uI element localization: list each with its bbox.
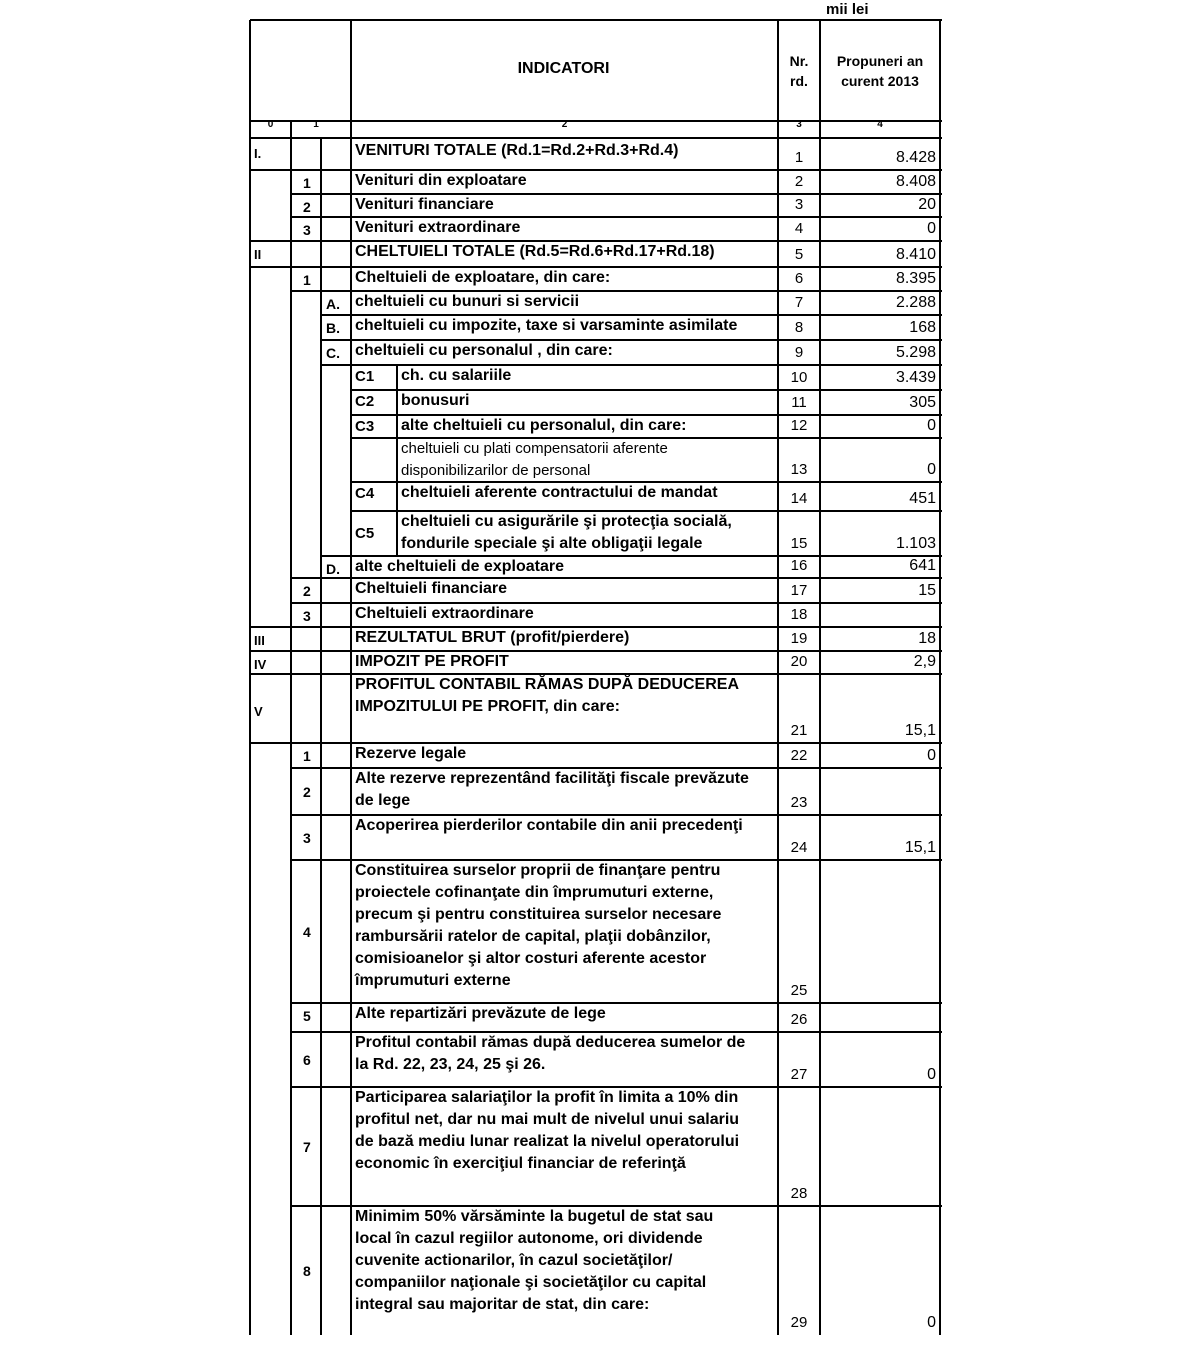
row-number: 11 xyxy=(791,394,807,411)
grid-line xyxy=(250,19,942,21)
proposal-value: 8.395 xyxy=(895,270,936,287)
indicator-text: cheltuieli cu asigurările şi protecţia socială, xyxy=(401,513,732,530)
row-number: 6 xyxy=(794,270,804,287)
row-number: 21 xyxy=(790,722,808,739)
item-letter: D. xyxy=(326,561,340,577)
proposal-value: 15,1 xyxy=(904,839,936,856)
item-number: 1 xyxy=(303,748,311,764)
grid-line xyxy=(290,121,292,1335)
row-number: 16 xyxy=(790,557,808,574)
item-number: 8 xyxy=(303,1262,311,1279)
proposal-value: 1.103 xyxy=(895,535,936,552)
roman-numeral: II xyxy=(254,247,262,262)
indicator-text: profitul net, dar nu mai mult de nivelul unui salariu xyxy=(355,1111,740,1128)
roman-numeral: IV xyxy=(254,657,267,672)
indicator-text: cheltuieli aferente contractului de mandat xyxy=(401,484,718,501)
proposal-value: 0 xyxy=(927,417,936,434)
indicator-text: proiectele cofinanţate din împrumuturi externe, xyxy=(355,884,714,901)
row-number: 5 xyxy=(794,246,804,263)
indicator-text: Cheltuieli de exploatare, din care: xyxy=(355,269,611,286)
column-number: 4 xyxy=(877,119,883,130)
indicator-text: fondurile speciale şi alte obligaţii legale xyxy=(401,535,703,552)
proposal-value: 3.439 xyxy=(895,369,936,386)
header-propuneri: Propuneri an xyxy=(836,53,924,69)
item-letter: C. xyxy=(326,345,340,361)
indicator-text: alte cheltuieli de exploatare xyxy=(355,558,564,575)
row-number: 28 xyxy=(790,1185,808,1202)
indicator-text: integral sau majoritar de stat, din care: xyxy=(355,1296,650,1313)
row-number: 7 xyxy=(794,294,804,311)
header-nr: Nr. xyxy=(789,53,809,69)
indicator-text: IMPOZITULUI PE PROFIT, din care: xyxy=(355,698,620,715)
proposal-value: 8.428 xyxy=(895,149,936,166)
unit-label: mii lei xyxy=(826,1,869,18)
grid-line xyxy=(396,438,398,482)
proposal-value: 15,1 xyxy=(904,722,936,739)
proposal-value: 2,9 xyxy=(913,653,936,670)
grid-line xyxy=(396,365,398,390)
indicator-text: disponibilizarilor de personal xyxy=(401,462,591,479)
item-number: 4 xyxy=(303,923,311,940)
indicator-text: împrumuturi externe xyxy=(355,972,511,989)
proposal-value: 20 xyxy=(918,196,936,213)
indicator-text: Participarea salariaţilor la profit în limita a 10% din xyxy=(355,1089,739,1106)
header-indicatori: INDICATORI xyxy=(517,60,610,77)
proposal-value: 0 xyxy=(927,461,936,478)
row-number: 2 xyxy=(794,173,804,190)
indicator-text: Rezerve legale xyxy=(355,745,467,762)
row-number: 12 xyxy=(790,417,808,434)
proposal-value: 0 xyxy=(927,1314,936,1331)
indicator-text: cuvenite actionarilor, în cazul societăţilor/ xyxy=(355,1252,673,1269)
item-number: 3 xyxy=(303,222,311,238)
item-letter: B. xyxy=(326,320,340,336)
indicator-text: Constituirea surselor proprii de finanţare pentru xyxy=(355,862,721,879)
proposal-value: 0 xyxy=(927,220,936,237)
item-number: 3 xyxy=(303,608,311,624)
grid-line xyxy=(250,742,942,744)
row-number: 23 xyxy=(790,794,808,811)
indicator-text: local în cazul regiilor autonome, ori dividende xyxy=(355,1230,703,1247)
grid-line xyxy=(396,511,398,556)
roman-numeral: III xyxy=(254,633,265,648)
column-number: 3 xyxy=(796,119,802,130)
item-number: 3 xyxy=(303,829,311,846)
item-number: 2 xyxy=(303,583,311,599)
column-number: 1 xyxy=(313,119,319,130)
proposal-value: 8.408 xyxy=(895,173,936,190)
row-number: 10 xyxy=(790,369,808,386)
roman-numeral: V xyxy=(254,703,263,719)
proposal-value: 8.410 xyxy=(895,246,936,263)
indicator-text: Cheltuieli financiare xyxy=(355,580,508,597)
sub-item-code: C5 xyxy=(355,524,375,542)
item-number: 2 xyxy=(303,783,311,800)
indicator-text: alte cheltuieli cu personalul, din care: xyxy=(401,417,687,434)
row-number: 19 xyxy=(790,630,808,647)
indicator-text: de bază mediu lunar realizat la nivelul operatorului xyxy=(355,1133,740,1150)
indicator-text: la Rd. 22, 23, 24, 25 şi 26. xyxy=(355,1056,546,1073)
row-number: 25 xyxy=(790,982,808,999)
proposal-value: 2.288 xyxy=(895,294,936,311)
proposal-value: 305 xyxy=(909,394,936,411)
grid-line xyxy=(396,482,398,511)
proposal-value: 18 xyxy=(918,630,936,647)
row-number: 20 xyxy=(790,653,808,670)
row-number: 22 xyxy=(790,747,808,764)
grid-line xyxy=(396,415,398,438)
row-number: 18 xyxy=(790,606,808,623)
row-number: 4 xyxy=(794,220,804,237)
row-number: 29 xyxy=(790,1314,808,1331)
indicator-text: cheltuieli cu personalul , din care: xyxy=(355,342,613,359)
item-number: 5 xyxy=(303,1008,311,1024)
indicator-text: rambursării ratelor de capital, plaţii dobânzilor, xyxy=(355,928,711,945)
row-number: 15 xyxy=(790,535,808,552)
indicator-text: VENITURI TOTALE (Rd.1=Rd.2+Rd.3+Rd.4) xyxy=(355,142,679,159)
item-number: 1 xyxy=(303,272,311,288)
indicator-text: Profitul contabil rămas după deducerea sumelor de xyxy=(355,1034,746,1051)
grid-line xyxy=(320,138,322,1335)
proposal-value: 15 xyxy=(918,582,936,599)
indicator-text: Minimim 50% vărsăminte la bugetul de stat sau xyxy=(355,1208,714,1225)
row-number: 3 xyxy=(794,196,804,213)
item-number: 6 xyxy=(303,1051,311,1068)
grid-line xyxy=(249,20,251,1335)
indicator-text: cheltuieli cu plati compensatorii aferente xyxy=(401,440,668,457)
indicator-text: comisioanelor şi altor costuri aferente acestor xyxy=(355,950,707,967)
proposal-value: 0 xyxy=(927,747,936,764)
indicator-text: Venituri extraordinare xyxy=(355,219,521,236)
row-number: 9 xyxy=(794,344,804,361)
row-number: 27 xyxy=(790,1066,808,1083)
indicator-text: Alte rezerve reprezentând facilităţi fiscale prevăzute xyxy=(355,770,749,787)
indicator-text: Venituri din exploatare xyxy=(355,172,527,189)
grid-line xyxy=(250,137,942,139)
row-number: 8 xyxy=(794,319,804,336)
sub-item-code: C3 xyxy=(355,418,375,435)
indicator-text: companiilor naţionale şi societăţilor cu capital xyxy=(355,1274,707,1291)
sub-item-code: C4 xyxy=(355,485,375,502)
indicator-text: REZULTATUL BRUT (profit/pierdere) xyxy=(355,629,630,646)
indicator-text: bonusuri xyxy=(401,392,470,409)
indicator-text: CHELTUIELI TOTALE (Rd.5=Rd.6+Rd.17+Rd.18) xyxy=(355,243,715,260)
indicator-text: cheltuieli cu impozite, taxe si varsaminte asimilate xyxy=(355,317,738,334)
row-number: 1 xyxy=(794,149,804,166)
proposal-value: 5.298 xyxy=(895,344,936,361)
indicator-text: Cheltuieli extraordinare xyxy=(355,605,534,622)
sub-item-code: C2 xyxy=(355,393,375,410)
proposal-value: 451 xyxy=(909,490,936,507)
row-number: 13 xyxy=(790,461,808,478)
indicator-text: Alte repartizări prevăzute de lege xyxy=(355,1005,606,1022)
item-number: 1 xyxy=(303,175,311,191)
item-number: 2 xyxy=(303,199,311,215)
item-letter: A. xyxy=(326,296,340,312)
column-number: 0 xyxy=(267,119,274,130)
header-rd: rd. xyxy=(790,73,808,89)
indicator-text: Venituri financiare xyxy=(355,196,494,213)
indicator-text: PROFITUL CONTABIL RĂMAS DUPĂ DEDUCEREA xyxy=(355,676,740,693)
indicator-text: cheltuieli cu bunuri si servicii xyxy=(355,293,580,310)
row-number: 26 xyxy=(790,1011,808,1028)
item-number: 7 xyxy=(303,1138,311,1155)
proposal-value: 168 xyxy=(909,319,936,336)
row-number: 14 xyxy=(790,490,808,507)
row-number: 17 xyxy=(790,582,808,599)
grid-line xyxy=(396,390,398,415)
indicator-text: IMPOZIT PE PROFIT xyxy=(355,653,509,670)
row-number: 24 xyxy=(790,839,808,856)
column-number: 2 xyxy=(561,119,568,130)
indicator-text: Acoperirea pierderilor contabile din anii precedenţi xyxy=(355,817,743,834)
header-curent: curent 2013 xyxy=(841,73,919,89)
indicator-text: de lege xyxy=(355,792,411,809)
indicator-text: ch. cu salariile xyxy=(401,367,512,384)
proposal-value: 0 xyxy=(927,1066,936,1083)
sub-item-code: C1 xyxy=(355,368,375,385)
indicator-text: precum şi pentru constituirea surselor necesare xyxy=(355,906,722,923)
roman-numeral: I. xyxy=(254,146,262,161)
proposal-value: 641 xyxy=(909,557,936,574)
indicator-text: economic în exerciţiul financiar de referinţă xyxy=(355,1155,686,1172)
